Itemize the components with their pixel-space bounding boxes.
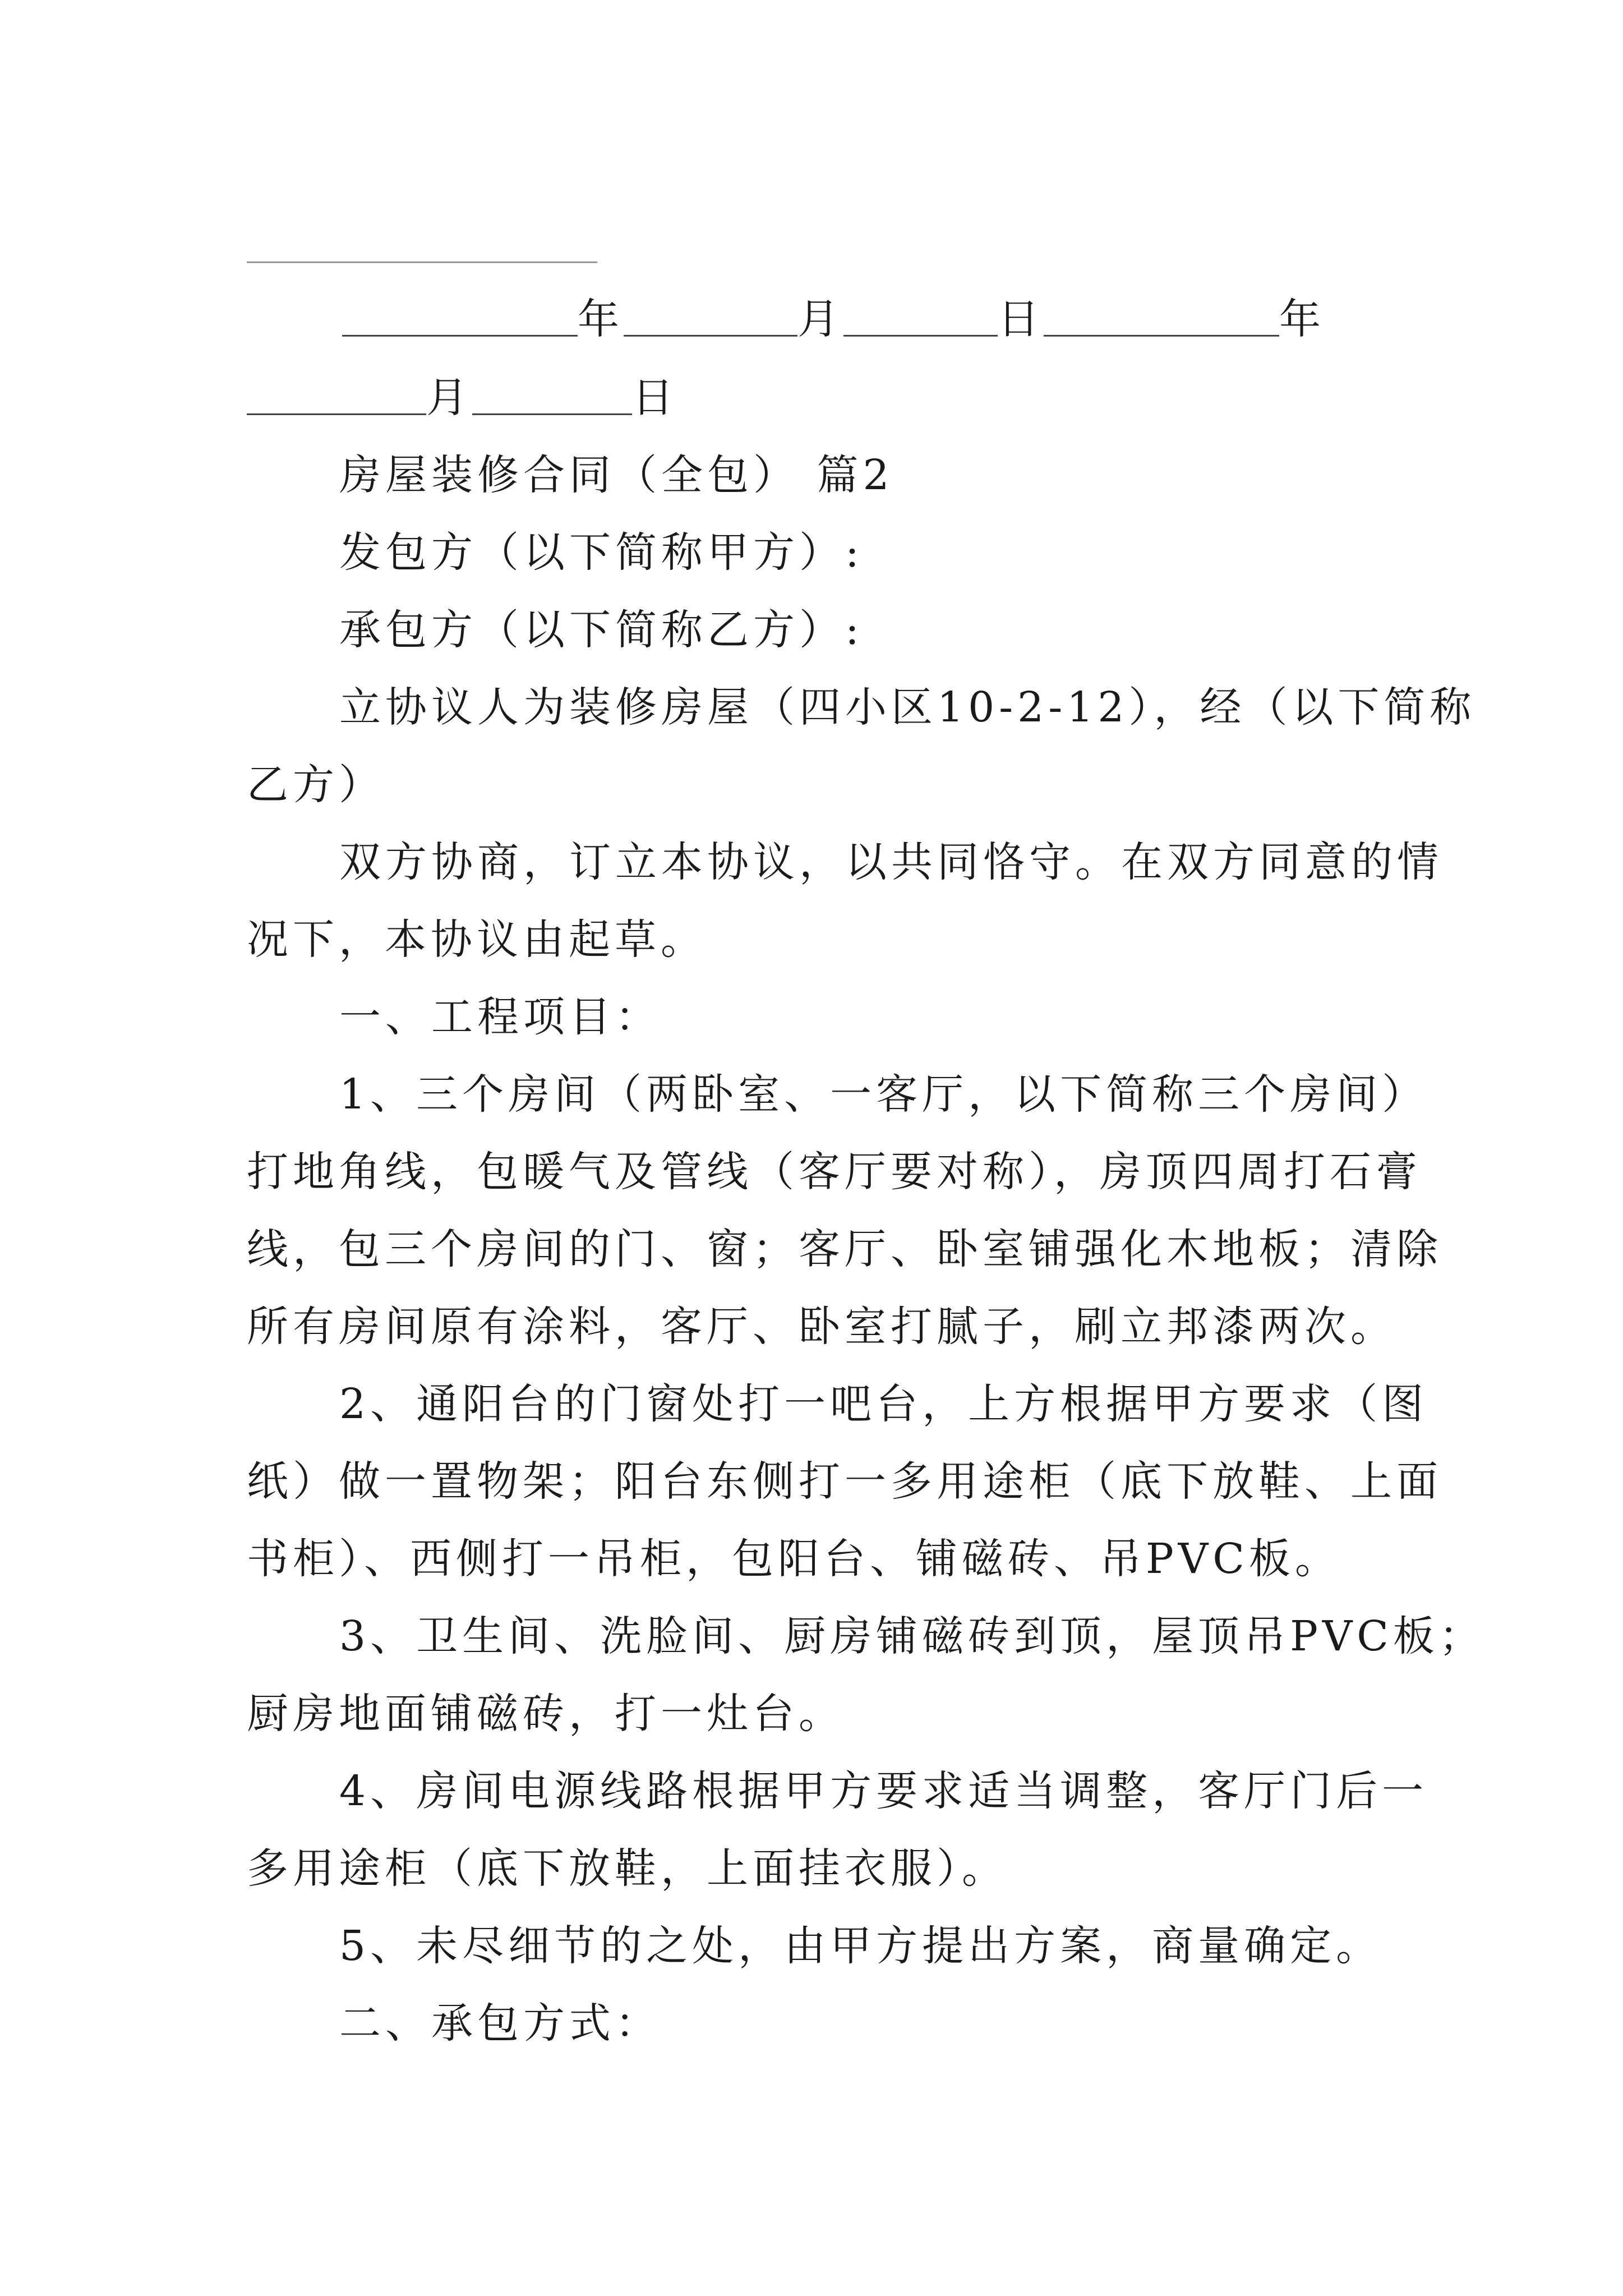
year-blank[interactable] <box>1044 301 1279 337</box>
month-blank[interactable] <box>624 301 797 337</box>
paragraph-line: 1、三个房间（两卧室、一客厅，以下简称三个房间） <box>339 1070 1428 1119</box>
party-a: 发包方（以下简称甲方）: <box>339 528 864 577</box>
paragraph-line: 双方协商，订立本协议，以共同恪守。在双方同意的情 <box>339 838 1443 886</box>
paragraph-line: 厨房地面铺磁砖，打一灶台。 <box>247 1690 845 1738</box>
paragraph-line: 线，包三个房间的门、窗；客厅、卧室铺强化木地板；清除 <box>247 1225 1442 1273</box>
paragraph-line: 4、房间电源线路根据甲方要求适当调整，客厅门后一 <box>339 1767 1428 1815</box>
paragraph-line: 立协议人为装修房屋（四小区10-2-12），经（以下简称 <box>339 683 1476 731</box>
day-blank[interactable] <box>843 301 998 337</box>
year-blank[interactable] <box>342 301 578 337</box>
day-blank[interactable] <box>472 380 632 415</box>
party-b: 承包方（以下简称乙方）: <box>339 606 864 654</box>
paragraph-line: 3、卫生间、洗脸间、厨房铺磁砖到顶，屋顶吊PVC板； <box>339 1612 1485 1660</box>
heading-contract-method: 二、承包方式： <box>339 1999 661 2047</box>
heading-project: 一、工程项目： <box>339 993 661 1041</box>
top-rule <box>247 261 597 263</box>
paragraph-line: 2、通阳台的门窗处打一吧台，上方根据甲方要求（图 <box>339 1380 1428 1428</box>
paragraph-line: 纸）做一置物架；阳台东侧打一多用途柜（底下放鞋、上面 <box>247 1457 1442 1506</box>
paragraph-line: 5、未尽细节的之处，由甲方提出方案，商量确定。 <box>339 1922 1382 1970</box>
paragraph-line: 况下，本协议由起草。 <box>247 915 707 964</box>
paragraph-line: 书柜）、西侧打一吊柜，包阳台、铺磁砖、吊PVC板。 <box>247 1535 1341 1583</box>
paragraph-line: 多用途柜（底下放鞋，上面挂衣服）。 <box>247 1844 1008 1893</box>
paragraph-line: 乙方） <box>247 761 385 809</box>
date-line-2: 月 日 <box>247 377 678 418</box>
paragraph-line: 打地角线，包暖气及管线（客厅要对称），房顶四周打石膏 <box>247 1148 1422 1196</box>
paragraph-line: 所有房间原有涂料，客厅、卧室打腻子，刷立邦漆两次。 <box>247 1303 1396 1351</box>
month-blank[interactable] <box>247 380 426 415</box>
date-line-1: 年 月 日 年 <box>342 298 1325 340</box>
section-title: 房屋装修合同（全包） 篇2 <box>339 451 894 499</box>
